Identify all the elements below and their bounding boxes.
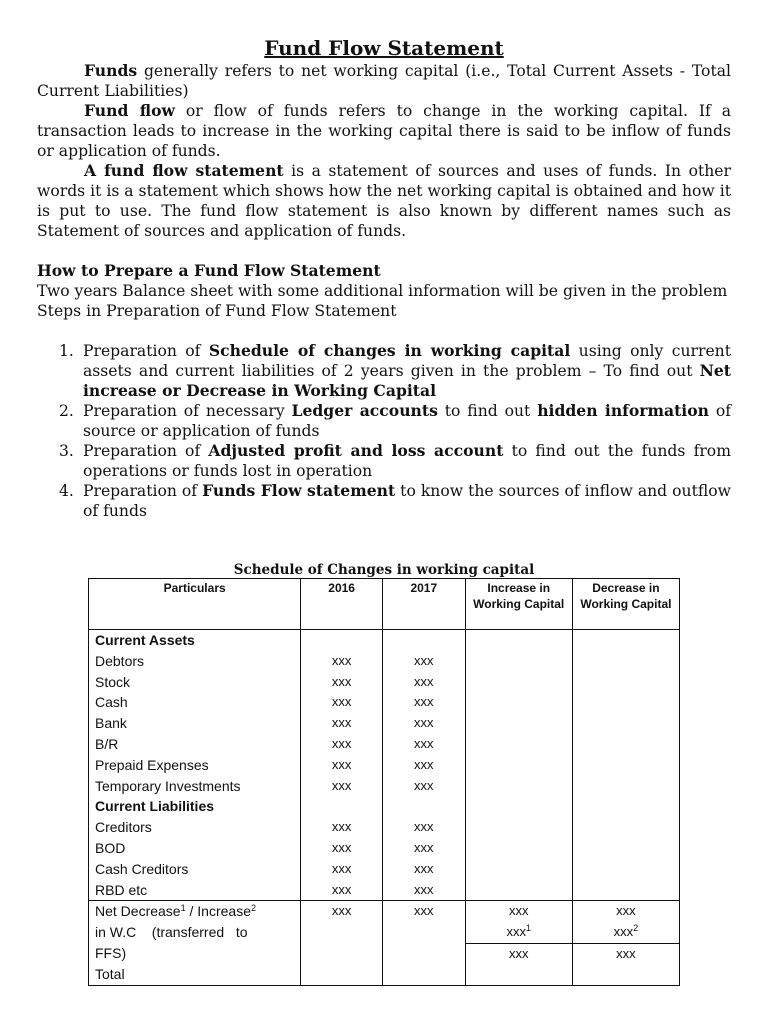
section-heading — [37, 261, 731, 281]
header-particulars: Particulars — [89, 579, 301, 630]
particular-item: Cash Creditors — [95, 860, 189, 877]
footnote-mark: 2 — [633, 923, 639, 934]
step-text: to find out the funds from operations or funds lost in operation — [83, 442, 731, 480]
step-number: 2. — [59, 402, 74, 420]
step-text: Preparation of — [83, 342, 209, 360]
cell-value: xxx — [613, 924, 634, 940]
header-decrease: Decrease in Working Capital — [572, 579, 679, 630]
footnote-mark: 1 — [180, 903, 186, 914]
particular-item: RBD etc — [95, 881, 148, 898]
step-text: using only current assets and current liabilities of 2 years given in the problem – To find out — [83, 342, 731, 380]
cell-2016: xxx — [331, 652, 352, 668]
cell-2017: xxx — [414, 819, 434, 835]
group-label: Current Liabilities — [95, 798, 215, 815]
step-text: Preparation of necessary — [83, 402, 292, 420]
particular-item: Prepaid Expenses — [95, 756, 209, 773]
cell-2016 — [301, 796, 382, 817]
step-text: of source or application of funds — [83, 402, 732, 440]
footnote-mark: 1 — [525, 923, 531, 934]
footnote-mark: 2 — [250, 903, 256, 914]
steps-label: Steps in Preparation of Fund Flow Statement — [37, 302, 397, 320]
section-heading-text: How to Prepare a Fund Flow Statement — [37, 261, 381, 280]
particular-item: Bank — [95, 715, 127, 732]
working-capital-table — [88, 578, 680, 986]
table-caption: Schedule of Changes in working capital — [233, 562, 535, 578]
header-2017: 2017 — [382, 579, 465, 630]
cell-2016: xxx — [331, 735, 352, 751]
cell-2017 — [383, 630, 465, 651]
cell-2017: xxx — [414, 673, 434, 689]
cell-2016: xxx — [331, 715, 352, 731]
cell-2016: xxx — [331, 819, 352, 835]
net-change-decrease — [572, 901, 679, 985]
table-header-row — [89, 579, 680, 630]
net-change-increase — [465, 901, 572, 985]
cell-2016: xxx — [331, 756, 352, 772]
cell-2017: xxx — [414, 694, 434, 710]
cell-increase — [466, 922, 572, 943]
step-item — [37, 401, 731, 441]
cell-2017: xxx — [414, 735, 434, 751]
term-funds: Funds — [84, 61, 138, 80]
step-text: Preparation of — [83, 442, 209, 460]
cell-2016: xxx — [331, 694, 352, 710]
step-bold: Schedule of changes in working capital — [208, 341, 571, 360]
cell-2016: xxx — [331, 839, 352, 855]
cell-2017: xxx — [414, 715, 434, 731]
step-bold: Funds Flow statement — [202, 481, 396, 500]
paragraph-fund-flow — [37, 101, 731, 161]
table-body-row — [89, 630, 680, 901]
step-text: to know the sources of inflow and outflow of funds — [83, 482, 731, 520]
cell-increase: xxx — [466, 943, 572, 965]
particular-item: B/R — [95, 735, 119, 752]
particular-item: Temporary Investments — [95, 777, 241, 794]
column-decrease — [572, 630, 679, 901]
term-fund-flow: Fund flow — [84, 101, 175, 120]
paragraph-text: generally refers to net working capital (i.e., Total Current Assets - Total Current Liabilities) — [37, 62, 731, 100]
cell-2017: xxx — [414, 652, 434, 668]
cell-2017: xxx — [414, 903, 434, 919]
total-label: Total — [95, 965, 125, 982]
cell-2017: xxx — [414, 881, 434, 897]
cell-2016 — [301, 630, 382, 651]
particular-item: Cash — [95, 694, 128, 711]
cell-decrease — [573, 922, 679, 943]
net-change-line: in W.C (transferred to — [95, 924, 248, 941]
step-item — [37, 341, 731, 401]
net-decrease-text: Net Decrease — [95, 903, 181, 920]
header-2016: 2016 — [301, 579, 383, 630]
particular-item: Creditors — [95, 819, 152, 836]
paragraph-fund-flow-statement — [37, 161, 731, 241]
net-change-label — [89, 901, 301, 985]
cell-2017 — [383, 796, 465, 817]
particular-item: Debtors — [95, 652, 145, 669]
paragraph-text: is a statement of sources and uses of funds. In other words it is a statement which shows how the net working capital is obtained and how it is put to use. The fund flow statement is also known by different names such as Statement of sources and application of funds. — [37, 162, 731, 240]
paragraph-funds — [37, 61, 731, 101]
intro-text: Two years Balance sheet with some additional information will be given in the problem — [37, 282, 728, 300]
column-2016 — [301, 630, 383, 901]
column-increase — [465, 630, 572, 901]
net-change-line — [95, 901, 300, 922]
step-number: 1. — [59, 342, 74, 360]
step-text: Preparation of — [83, 482, 203, 500]
step-text: to find out — [437, 402, 538, 420]
body-text — [37, 61, 731, 521]
cell-decrease: xxx — [573, 943, 679, 965]
step-bold: Ledger accounts — [291, 401, 438, 420]
particular-item: Stock — [95, 673, 131, 690]
net-change-row — [89, 901, 680, 985]
column-2017 — [382, 630, 465, 901]
cell-value: xxx — [506, 924, 526, 940]
paragraph-text: or flow of funds refers to change in the working capital. If a transaction leads to increase in the working capital there is said to be inflow of funds or application of funds. — [37, 102, 731, 160]
step-number: 3. — [59, 442, 74, 460]
header-increase: Increase in Working Capital — [465, 579, 572, 630]
term-fund-flow-statement: A fund flow statement — [84, 161, 284, 180]
step-item — [37, 481, 731, 521]
cell-2016: xxx — [331, 881, 352, 897]
cell-2017: xxx — [414, 860, 434, 876]
step-bold: Net increase or Decrease in Working Capital — [83, 361, 731, 400]
particular-item: BOD — [95, 839, 126, 856]
net-change-line: FFS) — [95, 944, 127, 961]
step-bold: hidden information — [537, 401, 709, 420]
net-change-2016 — [301, 901, 383, 985]
cell-2016: xxx — [331, 673, 352, 689]
cell-2016: xxx — [331, 903, 352, 919]
step-number: 4. — [59, 482, 74, 500]
steps-list — [37, 341, 731, 521]
cell-2016: xxx — [331, 777, 352, 793]
cell-2017: xxx — [414, 777, 434, 793]
step-item — [37, 441, 731, 481]
particulars-column — [89, 630, 301, 901]
page-title: Fund Flow Statement — [264, 36, 504, 60]
cell-2017: xxx — [414, 756, 434, 772]
cell-2016: xxx — [331, 860, 352, 876]
group-label: Current Assets — [95, 632, 195, 648]
cell-2017: xxx — [414, 839, 434, 855]
cell-increase: xxx — [508, 903, 529, 919]
net-change-2017 — [382, 901, 465, 985]
net-increase-text: / Increase — [185, 903, 251, 920]
step-bold: Adjusted profit and loss account — [208, 441, 504, 460]
cell-decrease: xxx — [616, 903, 636, 919]
